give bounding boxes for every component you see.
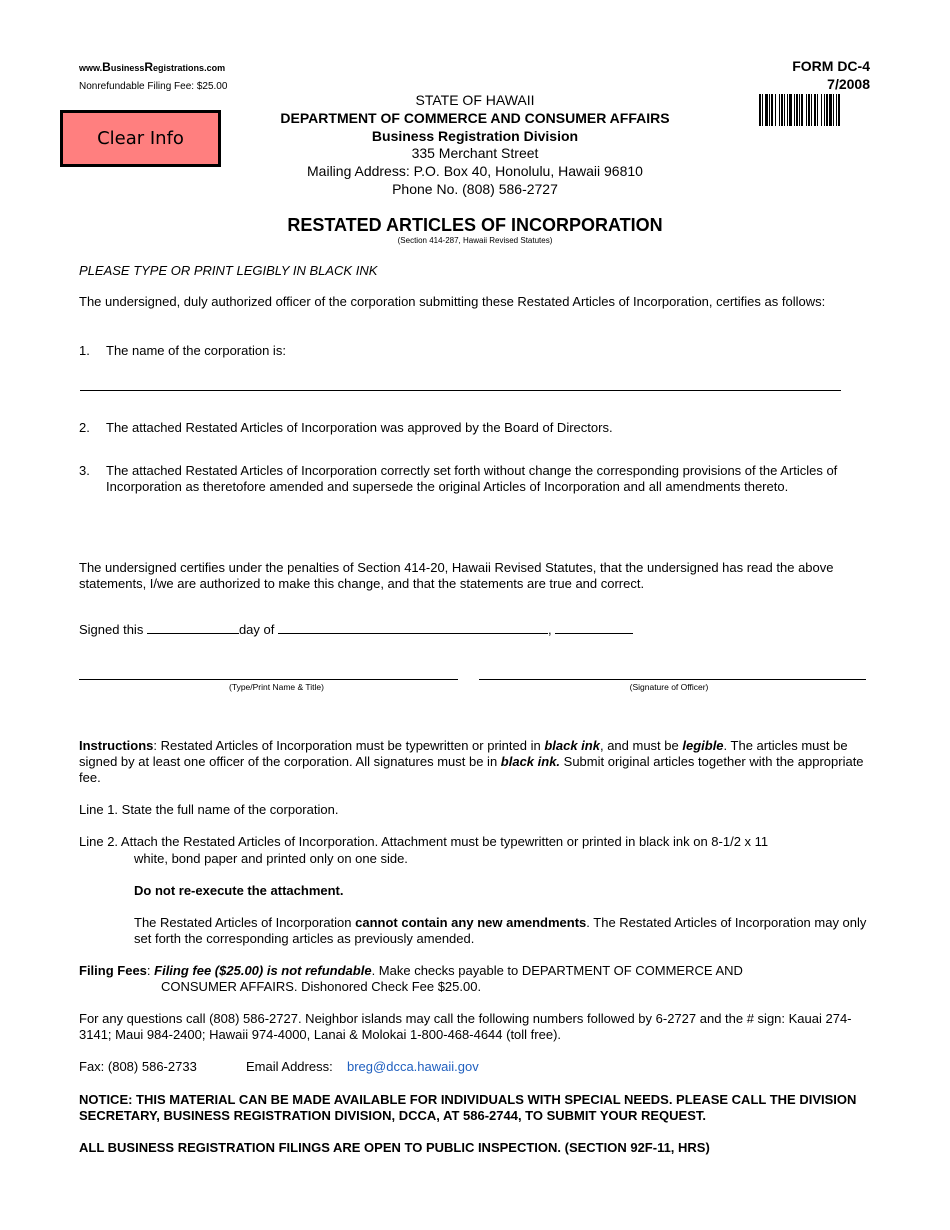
fax-number: Fax: (808) 586-2733	[79, 1059, 197, 1074]
item-2-text: The attached Restated Articles of Incorporation was approved by the Board of Directors.	[106, 420, 613, 435]
corporation-name-field[interactable]	[80, 390, 841, 391]
agency-division: Business Registration Division	[371, 128, 579, 144]
filing-fees-paragraph: Filing Fees: Filing fee ($25.00) is not refundable. Make checks payable to DEPARTMENT OF COMMERCE AND	[79, 963, 743, 978]
questions-text: For any questions call (808) 586-2727. Neighbor islands may call the following numbers followed by 6-2727 and the # sign: Kauai 274-3141; Maui 984-2400; Hawaii 974-4000, Lanai & Molokai 1-800-468-4644 (toll free).	[79, 1011, 852, 1042]
website-link[interactable]: www.BusinessRegistrations.com	[79, 60, 226, 74]
type-note: PLEASE TYPE OR PRINT LEGIBLY IN BLACK INK	[79, 263, 378, 278]
agency-mailing: Mailing Address: P.O. Box 40, Honolulu, Hawaii 96810	[307, 163, 643, 179]
email-link[interactable]: breg@dcca.hawaii.gov	[347, 1059, 479, 1074]
comma: ,	[548, 622, 552, 637]
agency-street: 335 Merchant Street	[411, 145, 539, 161]
page-subtitle: (Section 414-287, Hawaii Revised Statutes)	[397, 236, 553, 245]
public-inspection-notice: ALL BUSINESS REGISTRATION FILINGS ARE OPEN TO PUBLIC INSPECTION. (SECTION 92F-11, HRS)	[79, 1140, 710, 1155]
agency-state: STATE OF HAWAII	[415, 92, 535, 108]
no-reexecute-note: Do not re-execute the attachment.	[134, 883, 344, 898]
clear-info-button[interactable]: Clear Info	[60, 110, 221, 167]
form-code: FORM DC-4	[792, 58, 870, 74]
form-id	[760, 57, 870, 93]
filing-fees-cont: CONSUMER AFFAIRS. Dishonored Check Fee $25.00.	[161, 979, 482, 994]
month-field[interactable]	[278, 621, 548, 634]
instruction-line-2-cont: white, bond paper and printed only on one side.	[134, 851, 408, 866]
instructions-paragraph: Instructions: Restated Articles of Incorporation must be typewritten or printed in black ink, and must be legible. The articles must be signed by at least one officer of the corporation. All signatures must be in black ink. Submit original articles together with the appropriate fee.	[79, 738, 864, 785]
item-1-number: 1.	[79, 343, 90, 358]
special-needs-notice: NOTICE: THIS MATERIAL CAN BE MADE AVAILABLE FOR INDIVIDUALS WITH SPECIAL NEEDS. PLEASE CALL THE DIVISION SECRETARY, BUSINESS REGISTRATION DIVISION, DCCA, AT 586-2744, TO SUBMIT YOUR REQUEST.	[79, 1092, 857, 1123]
signature-caption: (Signature of Officer)	[629, 682, 709, 692]
instruction-line-1: Line 1. State the full name of the corporation.	[79, 802, 339, 817]
agency-phone: Phone No. (808) 586-2727	[392, 181, 558, 197]
certification-text: The undersigned certifies under the penalties of Section 414-20, Hawaii Revised Statutes, that the undersigned has read the above statements, I/we are authorized to make this change, and that the statements are true and correct.	[79, 560, 834, 591]
form-date: 7/2008	[827, 76, 870, 92]
email-label: Email Address:	[246, 1059, 333, 1074]
page-title: RESTATED ARTICLES OF INCORPORATION	[287, 215, 663, 235]
item-2-number: 2.	[79, 420, 90, 435]
filing-fee-note: Nonrefundable Filing Fee: $25.00	[79, 81, 228, 92]
name-title-field[interactable]	[79, 679, 458, 680]
agency-department: DEPARTMENT OF COMMERCE AND CONSUMER AFFAIRS	[280, 110, 670, 126]
signed-this-label: Signed this	[79, 622, 144, 637]
year-field[interactable]	[555, 621, 633, 634]
restated-note: The Restated Articles of Incorporation cannot contain any new amendments. The Restated Articles of Incorporation may only set forth the corresponding articles as previously amended.	[134, 915, 867, 946]
signed-line	[79, 621, 633, 637]
item-3-number: 3.	[79, 463, 90, 478]
name-title-caption: (Type/Print Name & Title)	[229, 682, 324, 692]
item-3-text: The attached Restated Articles of Incorporation correctly set forth without change the corresponding provisions of the Articles of Incorporation as theretofore amended and supersede the original Articles of Incorporation and all amendments thereto.	[106, 463, 838, 494]
day-field[interactable]	[147, 621, 239, 634]
day-of-label: day of	[238, 622, 275, 637]
intro-text: The undersigned, duly authorized officer of the corporation submitting these Restated Articles of Incorporation, certifies as follows:	[79, 294, 826, 309]
item-1-text: The name of the corporation is:	[106, 343, 286, 358]
instruction-line-2: Line 2. Attach the Restated Articles of Incorporation. Attachment must be typewritten or printed in black ink on 8-1/2 x 11	[79, 834, 769, 849]
signature-field[interactable]	[479, 679, 866, 680]
